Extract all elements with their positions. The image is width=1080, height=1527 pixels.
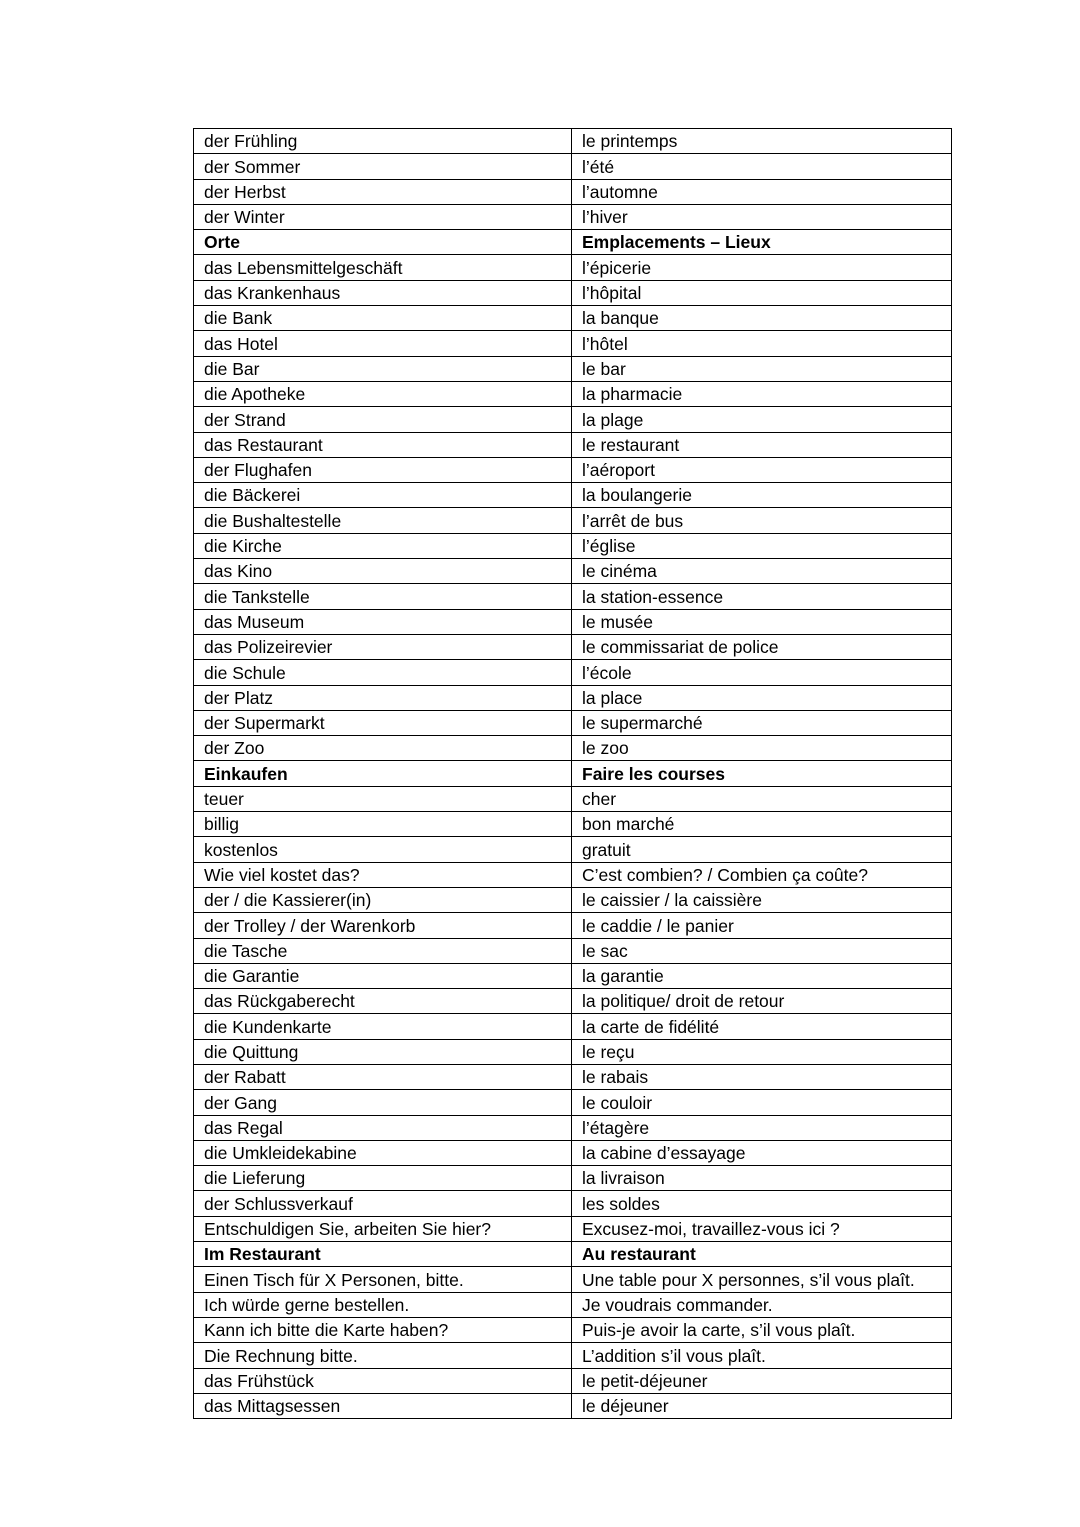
table-row bbox=[194, 1064, 952, 1089]
french-term: l’hôpital bbox=[572, 280, 952, 305]
french-term: C’est combien? / Combien ça coûte? bbox=[572, 862, 952, 887]
german-term: das Museum bbox=[194, 609, 572, 634]
vocabulary-table bbox=[193, 128, 952, 1419]
table-row bbox=[194, 1343, 952, 1368]
german-term: die Kundenkarte bbox=[194, 1014, 572, 1039]
german-term: Einen Tisch für X Personen, bitte. bbox=[194, 1267, 572, 1292]
table-row bbox=[194, 660, 952, 685]
german-term: billig bbox=[194, 812, 572, 837]
french-term: la politique/ droit de retour bbox=[572, 989, 952, 1014]
german-term: der / die Kassierer(in) bbox=[194, 887, 572, 912]
french-term: l’été bbox=[572, 154, 952, 179]
german-term: der Trolley / der Warenkorb bbox=[194, 913, 572, 938]
section-heading-german: Einkaufen bbox=[194, 761, 572, 786]
german-term: der Herbst bbox=[194, 179, 572, 204]
french-term: le musée bbox=[572, 609, 952, 634]
section-heading-french: Au restaurant bbox=[572, 1242, 952, 1267]
section-heading-row bbox=[194, 1242, 952, 1267]
french-term: le printemps bbox=[572, 129, 952, 154]
german-term: die Quittung bbox=[194, 1039, 572, 1064]
german-term: die Apotheke bbox=[194, 381, 572, 406]
table-row bbox=[194, 887, 952, 912]
section-heading-german: Orte bbox=[194, 230, 572, 255]
german-term: das Mittagsessen bbox=[194, 1393, 572, 1418]
table-row bbox=[194, 533, 952, 558]
german-term: der Platz bbox=[194, 685, 572, 710]
german-term: die Bäckerei bbox=[194, 483, 572, 508]
table-row bbox=[194, 280, 952, 305]
french-term: les soldes bbox=[572, 1191, 952, 1216]
french-term: le reçu bbox=[572, 1039, 952, 1064]
table-row bbox=[194, 710, 952, 735]
table-row bbox=[194, 1166, 952, 1191]
french-term: le commissariat de police bbox=[572, 634, 952, 659]
table-row bbox=[194, 736, 952, 761]
french-term: bon marché bbox=[572, 812, 952, 837]
french-term: la pharmacie bbox=[572, 381, 952, 406]
german-term: der Sommer bbox=[194, 154, 572, 179]
french-term: l’église bbox=[572, 533, 952, 558]
german-term: der Schlussverkauf bbox=[194, 1191, 572, 1216]
german-term: der Strand bbox=[194, 407, 572, 432]
german-term: der Gang bbox=[194, 1090, 572, 1115]
french-term: gratuit bbox=[572, 837, 952, 862]
german-term: der Winter bbox=[194, 204, 572, 229]
table-row bbox=[194, 584, 952, 609]
german-term: die Schule bbox=[194, 660, 572, 685]
french-term: la garantie bbox=[572, 963, 952, 988]
table-row bbox=[194, 1191, 952, 1216]
german-term: die Garantie bbox=[194, 963, 572, 988]
table-row bbox=[194, 913, 952, 938]
table-row bbox=[194, 306, 952, 331]
french-term: le cinéma bbox=[572, 559, 952, 584]
french-term: la banque bbox=[572, 306, 952, 331]
table-row bbox=[194, 685, 952, 710]
french-term: le caddie / le panier bbox=[572, 913, 952, 938]
german-term: Ich würde gerne bestellen. bbox=[194, 1292, 572, 1317]
table-row bbox=[194, 432, 952, 457]
french-term: Je voudrais commander. bbox=[572, 1292, 952, 1317]
french-term: l’hôtel bbox=[572, 331, 952, 356]
french-term: la boulangerie bbox=[572, 483, 952, 508]
french-term: le rabais bbox=[572, 1064, 952, 1089]
section-heading-french: Emplacements – Lieux bbox=[572, 230, 952, 255]
french-term: le zoo bbox=[572, 736, 952, 761]
french-term: l’école bbox=[572, 660, 952, 685]
french-term: L’addition s’il vous plaît. bbox=[572, 1343, 952, 1368]
table-row bbox=[194, 1292, 952, 1317]
table-row bbox=[194, 508, 952, 533]
german-term: Wie viel kostet das? bbox=[194, 862, 572, 887]
table-row bbox=[194, 1090, 952, 1115]
german-term: das Hotel bbox=[194, 331, 572, 356]
german-term: die Bar bbox=[194, 356, 572, 381]
german-term: die Tasche bbox=[194, 938, 572, 963]
german-term: Kann ich bitte die Karte haben? bbox=[194, 1317, 572, 1342]
table-row bbox=[194, 1267, 952, 1292]
table-row bbox=[194, 154, 952, 179]
german-term: das Rückgaberecht bbox=[194, 989, 572, 1014]
german-term: das Lebensmittelgeschäft bbox=[194, 255, 572, 280]
german-term: das Kino bbox=[194, 559, 572, 584]
section-heading-french: Faire les courses bbox=[572, 761, 952, 786]
german-term: das Restaurant bbox=[194, 432, 572, 457]
german-term: teuer bbox=[194, 786, 572, 811]
table-row bbox=[194, 179, 952, 204]
french-term: la plage bbox=[572, 407, 952, 432]
french-term: Puis-je avoir la carte, s’il vous plaît. bbox=[572, 1317, 952, 1342]
table-row bbox=[194, 837, 952, 862]
french-term: le supermarché bbox=[572, 710, 952, 735]
german-term: die Lieferung bbox=[194, 1166, 572, 1191]
french-term: l’aéroport bbox=[572, 457, 952, 482]
german-term: kostenlos bbox=[194, 837, 572, 862]
french-term: Une table pour X personnes, s’il vous plaît. bbox=[572, 1267, 952, 1292]
french-term: le déjeuner bbox=[572, 1393, 952, 1418]
french-term: la station-essence bbox=[572, 584, 952, 609]
table-row bbox=[194, 204, 952, 229]
german-term: die Bank bbox=[194, 306, 572, 331]
french-term: Excusez-moi, travaillez-vous ici ? bbox=[572, 1216, 952, 1241]
table-row bbox=[194, 1039, 952, 1064]
french-term: le caissier / la caissière bbox=[572, 887, 952, 912]
french-term: l’automne bbox=[572, 179, 952, 204]
table-row bbox=[194, 609, 952, 634]
table-row bbox=[194, 1368, 952, 1393]
german-term: das Regal bbox=[194, 1115, 572, 1140]
table-row bbox=[194, 356, 952, 381]
german-term: der Rabatt bbox=[194, 1064, 572, 1089]
section-heading-row bbox=[194, 761, 952, 786]
table-row bbox=[194, 963, 952, 988]
german-term: die Tankstelle bbox=[194, 584, 572, 609]
table-row bbox=[194, 457, 952, 482]
german-term: der Flughafen bbox=[194, 457, 572, 482]
french-term: l’hiver bbox=[572, 204, 952, 229]
table-row bbox=[194, 483, 952, 508]
table-row bbox=[194, 1317, 952, 1342]
table-row bbox=[194, 559, 952, 584]
french-term: cher bbox=[572, 786, 952, 811]
table-row bbox=[194, 331, 952, 356]
french-term: le restaurant bbox=[572, 432, 952, 457]
table-row bbox=[194, 129, 952, 154]
vocabulary-table-body bbox=[194, 129, 952, 1419]
german-term: die Bushaltestelle bbox=[194, 508, 572, 533]
table-row bbox=[194, 812, 952, 837]
french-term: la place bbox=[572, 685, 952, 710]
table-row bbox=[194, 1393, 952, 1418]
table-row bbox=[194, 255, 952, 280]
german-term: der Zoo bbox=[194, 736, 572, 761]
table-row bbox=[194, 381, 952, 406]
french-term: le bar bbox=[572, 356, 952, 381]
table-row bbox=[194, 1115, 952, 1140]
french-term: la cabine d’essayage bbox=[572, 1140, 952, 1165]
french-term: le sac bbox=[572, 938, 952, 963]
table-row bbox=[194, 1216, 952, 1241]
german-term: die Kirche bbox=[194, 533, 572, 558]
german-term: die Umkleidekabine bbox=[194, 1140, 572, 1165]
german-term: der Frühling bbox=[194, 129, 572, 154]
german-term: Die Rechnung bitte. bbox=[194, 1343, 572, 1368]
german-term: das Polizeirevier bbox=[194, 634, 572, 659]
section-heading-row bbox=[194, 230, 952, 255]
section-heading-german: Im Restaurant bbox=[194, 1242, 572, 1267]
french-term: la livraison bbox=[572, 1166, 952, 1191]
french-term: la carte de fidélité bbox=[572, 1014, 952, 1039]
french-term: l’arrêt de bus bbox=[572, 508, 952, 533]
french-term: l’étagère bbox=[572, 1115, 952, 1140]
german-term: das Krankenhaus bbox=[194, 280, 572, 305]
table-row bbox=[194, 938, 952, 963]
german-term: Entschuldigen Sie, arbeiten Sie hier? bbox=[194, 1216, 572, 1241]
table-row bbox=[194, 407, 952, 432]
table-row bbox=[194, 862, 952, 887]
french-term: l’épicerie bbox=[572, 255, 952, 280]
german-term: das Frühstück bbox=[194, 1368, 572, 1393]
table-row bbox=[194, 634, 952, 659]
french-term: le couloir bbox=[572, 1090, 952, 1115]
table-row bbox=[194, 1014, 952, 1039]
german-term: der Supermarkt bbox=[194, 710, 572, 735]
table-row bbox=[194, 989, 952, 1014]
table-row bbox=[194, 786, 952, 811]
french-term: le petit-déjeuner bbox=[572, 1368, 952, 1393]
table-row bbox=[194, 1140, 952, 1165]
